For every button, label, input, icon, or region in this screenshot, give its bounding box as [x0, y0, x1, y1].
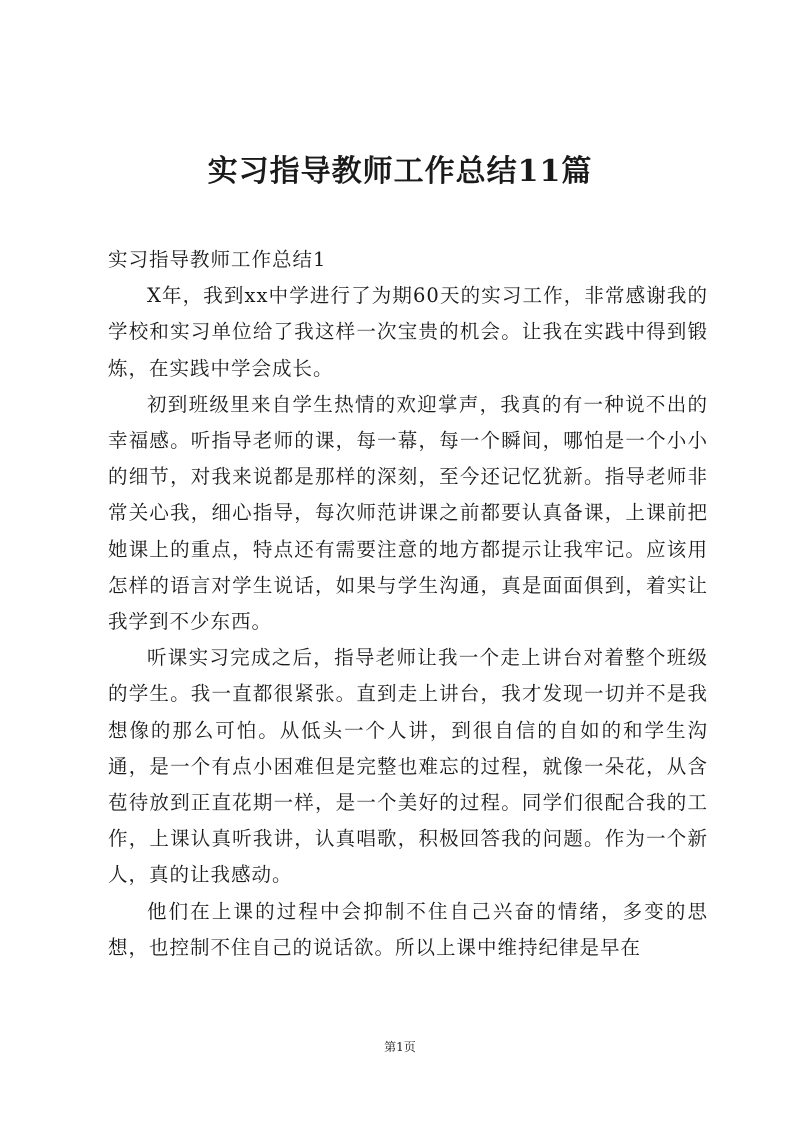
paragraph-2: 初到班级里来自学生热情的欢迎掌声，我真的有一种说不出的幸福感。听指导老师的课，每一幕，每一个瞬间，哪怕是一个小小的细节，对我来说都是那样的深刻，至今还记忆犹新。指导老师非常关心我，细心指导，每次师范讲课之前都要认真备课，上课前把她课上的重点，特点还有需要注意的地方都提示让我牢记。应该用怎样的语言对学生说话，如果与学生沟通，真是面面俱到，着实让我学到不少东西。	[108, 392, 708, 634]
paragraph-3: 听课实习完成之后，指导老师让我一个走上讲台对着整个班级的学生。我一直都很紧张。直到走上讲台，我才发现一切并不是我想像的那么可怕。从低头一个人讲，到很自信的自如的和学生沟通，是一个有点小困难但是完整也难忘的过程，就像一朵花，从含苞待放到正直花期一样，是一个美好的过程。同学们很配合我的工作，上课认真听我讲，认真唱歌，积极回答我的问题。作为一个新人，真的让我感动。	[108, 646, 708, 887]
page-number: 第1页	[384, 1040, 416, 1054]
paragraph-1: X年，我到xx中学进行了为期60天的实习工作，非常感谢我的学校和实习单位给了我这样一次宝贵的机会。让我在实践中得到锻炼，在实践中学会成长。	[108, 284, 708, 380]
paragraph-4: 他们在上课的过程中会抑制不住自己兴奋的情绪，多变的思想，也控制不住自己的说话欲。所以上课中维持纪律是早在	[108, 899, 708, 959]
document-body	[108, 242, 708, 966]
section-heading: 实习指导教师工作总结1	[108, 248, 327, 271]
document-title: 实习指导教师工作总结11篇	[207, 154, 593, 189]
